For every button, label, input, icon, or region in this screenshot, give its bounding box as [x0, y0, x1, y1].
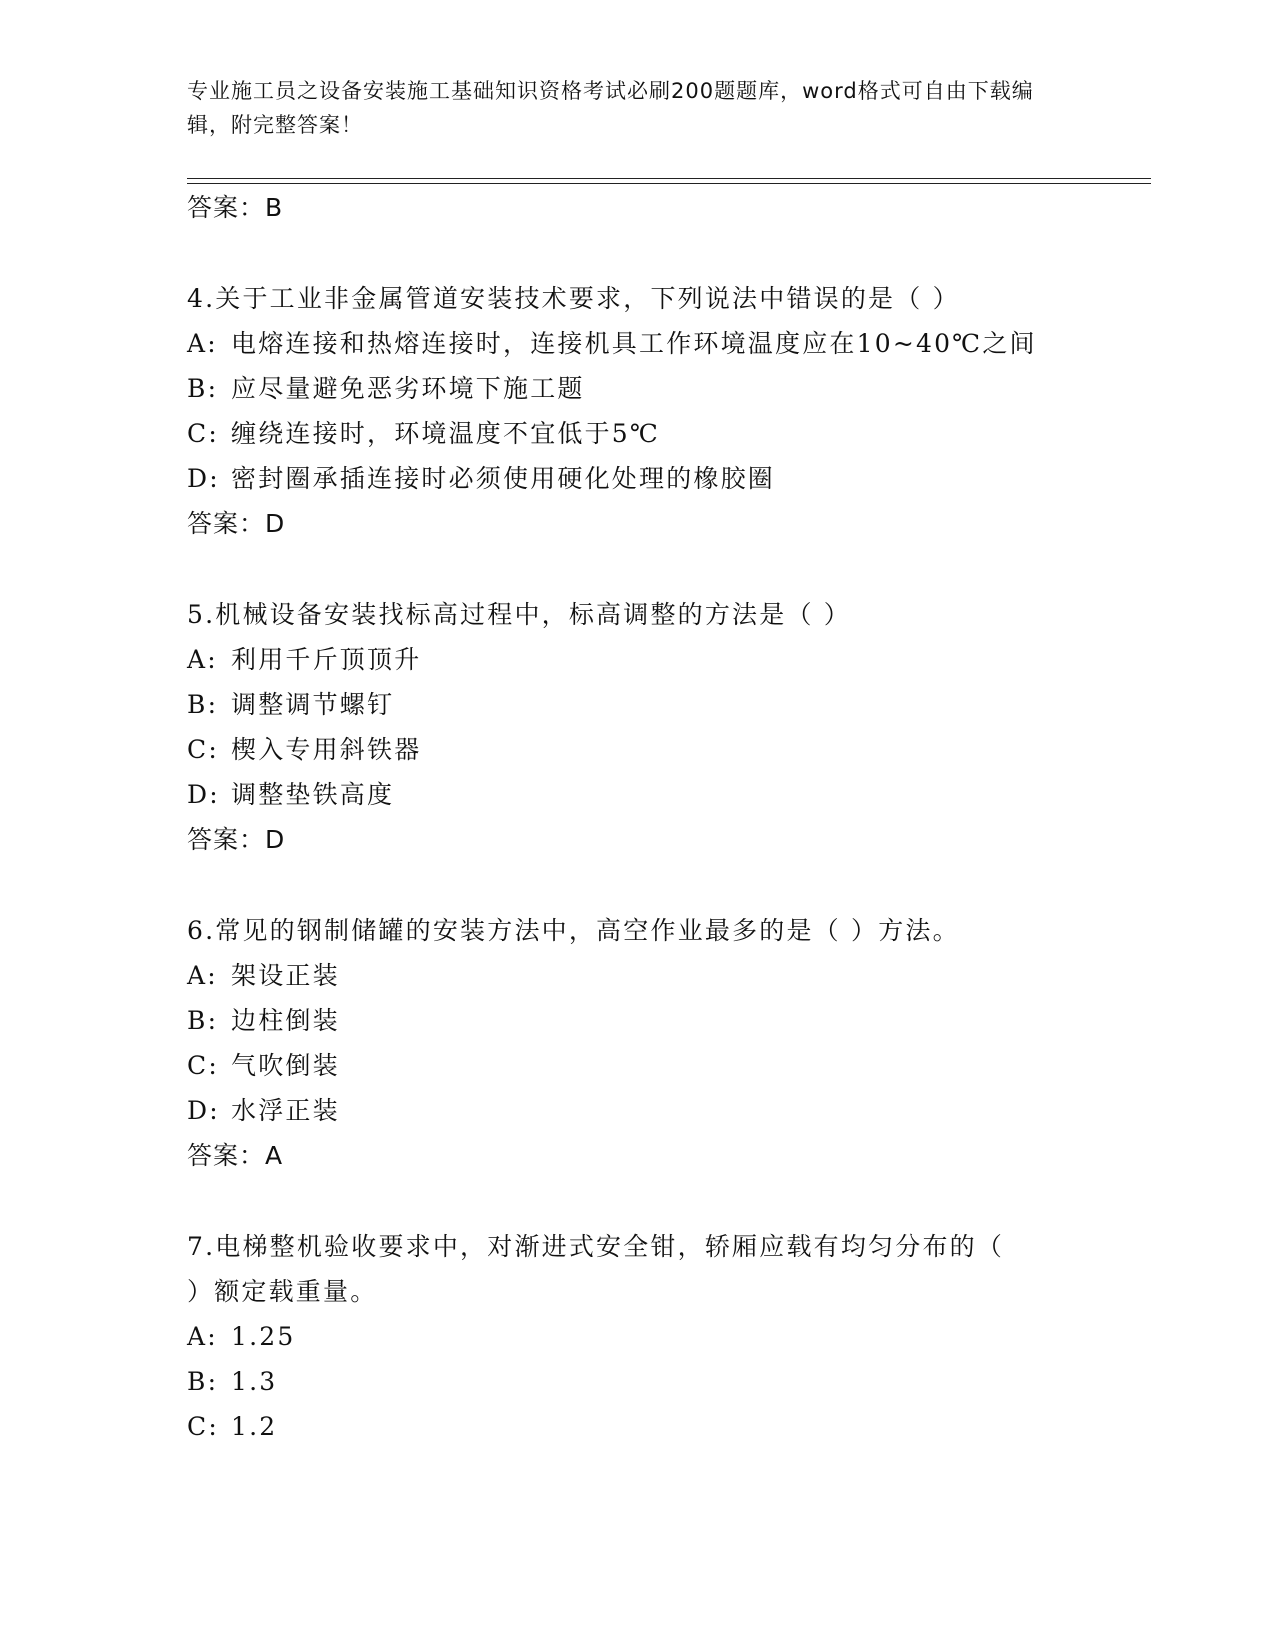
question-7-stem: 7.电梯整机验收要求中，对渐进式安全钳，轿厢应载有均匀分布的（ [187, 1232, 1005, 1261]
option-text: 1.25 [231, 1322, 296, 1351]
option-text: 应尽量避免恶劣环境下施工题 [231, 374, 585, 403]
question-7-option-b [187, 1366, 277, 1398]
option-text: 1.2 [231, 1412, 278, 1441]
option-text: 密封圈承插连接时必须使用硬化处理的橡胶圈 [231, 464, 776, 493]
question-6-option-a [187, 960, 340, 992]
question-5-option-a [187, 644, 421, 676]
question-6-answer: 答案：A [187, 1141, 284, 1170]
option-key: B: [187, 690, 219, 719]
option-key: D: [187, 780, 220, 809]
question-6-stem: 6.常见的钢制储罐的安装方法中，高空作业最多的是（ ）方法。 [187, 916, 960, 945]
header-divider [187, 178, 1151, 179]
question-5-answer: 答案：D [187, 825, 286, 854]
question-4-answer: 答案：D [187, 509, 286, 538]
page-header-title: 专业施工员之设备安装施工基础知识资格考试必刷200题题库，word格式可自由下载编辑，附完整答案！ [187, 79, 1034, 137]
option-key: C: [187, 1412, 219, 1441]
option-text: 利用千斤顶顶升 [231, 645, 422, 674]
question-4-stem: 4.关于工业非金属管道安装技术要求，下列说法中错误的是（ ） [187, 284, 960, 313]
option-key: A: [187, 961, 218, 990]
option-key: A: [187, 1322, 218, 1351]
question-7-option-a [187, 1321, 295, 1353]
option-text: 电熔连接和热熔连接时，连接机具工作环境温度应在10~40℃之间 [231, 329, 1037, 358]
option-text: 调整调节螺钉 [231, 690, 395, 719]
option-key: A: [187, 645, 218, 674]
question-6-option-d [187, 1095, 340, 1127]
question-4-option-b [187, 373, 585, 405]
option-key: B: [187, 1006, 219, 1035]
option-text: 1.3 [231, 1367, 278, 1396]
previous-answer: 答案：B [187, 193, 284, 222]
option-key: C: [187, 1051, 219, 1080]
option-key: D: [187, 1096, 220, 1125]
option-text: 楔入专用斜铁器 [231, 735, 422, 764]
option-key: D: [187, 464, 220, 493]
option-key: B: [187, 1367, 219, 1396]
option-text: 调整垫铁高度 [231, 780, 395, 809]
question-7-stem-continued: ）额定载重量。 [187, 1277, 378, 1306]
option-text: 边柱倒装 [231, 1006, 340, 1035]
question-6-option-b [187, 1005, 340, 1037]
header-divider-secondary [187, 183, 1151, 184]
question-5-option-d [187, 779, 394, 811]
option-key: C: [187, 419, 219, 448]
question-5-option-b [187, 689, 394, 721]
option-text: 气吹倒装 [231, 1051, 340, 1080]
question-4-option-c [187, 418, 660, 450]
option-key: C: [187, 735, 219, 764]
option-text: 水浮正装 [231, 1096, 340, 1125]
option-text: 架设正装 [231, 961, 340, 990]
question-6-option-c [187, 1050, 340, 1082]
question-7-option-c [187, 1411, 277, 1443]
question-4-option-d [187, 463, 775, 495]
question-5-option-c [187, 734, 421, 766]
question-4-option-a [187, 328, 1037, 360]
question-5-stem: 5.机械设备安装找标高过程中，标高调整的方法是（ ） [187, 600, 852, 629]
option-key: B: [187, 374, 219, 403]
option-key: A: [187, 329, 218, 358]
option-text: 缠绕连接时，环境温度不宜低于5℃ [231, 419, 661, 448]
